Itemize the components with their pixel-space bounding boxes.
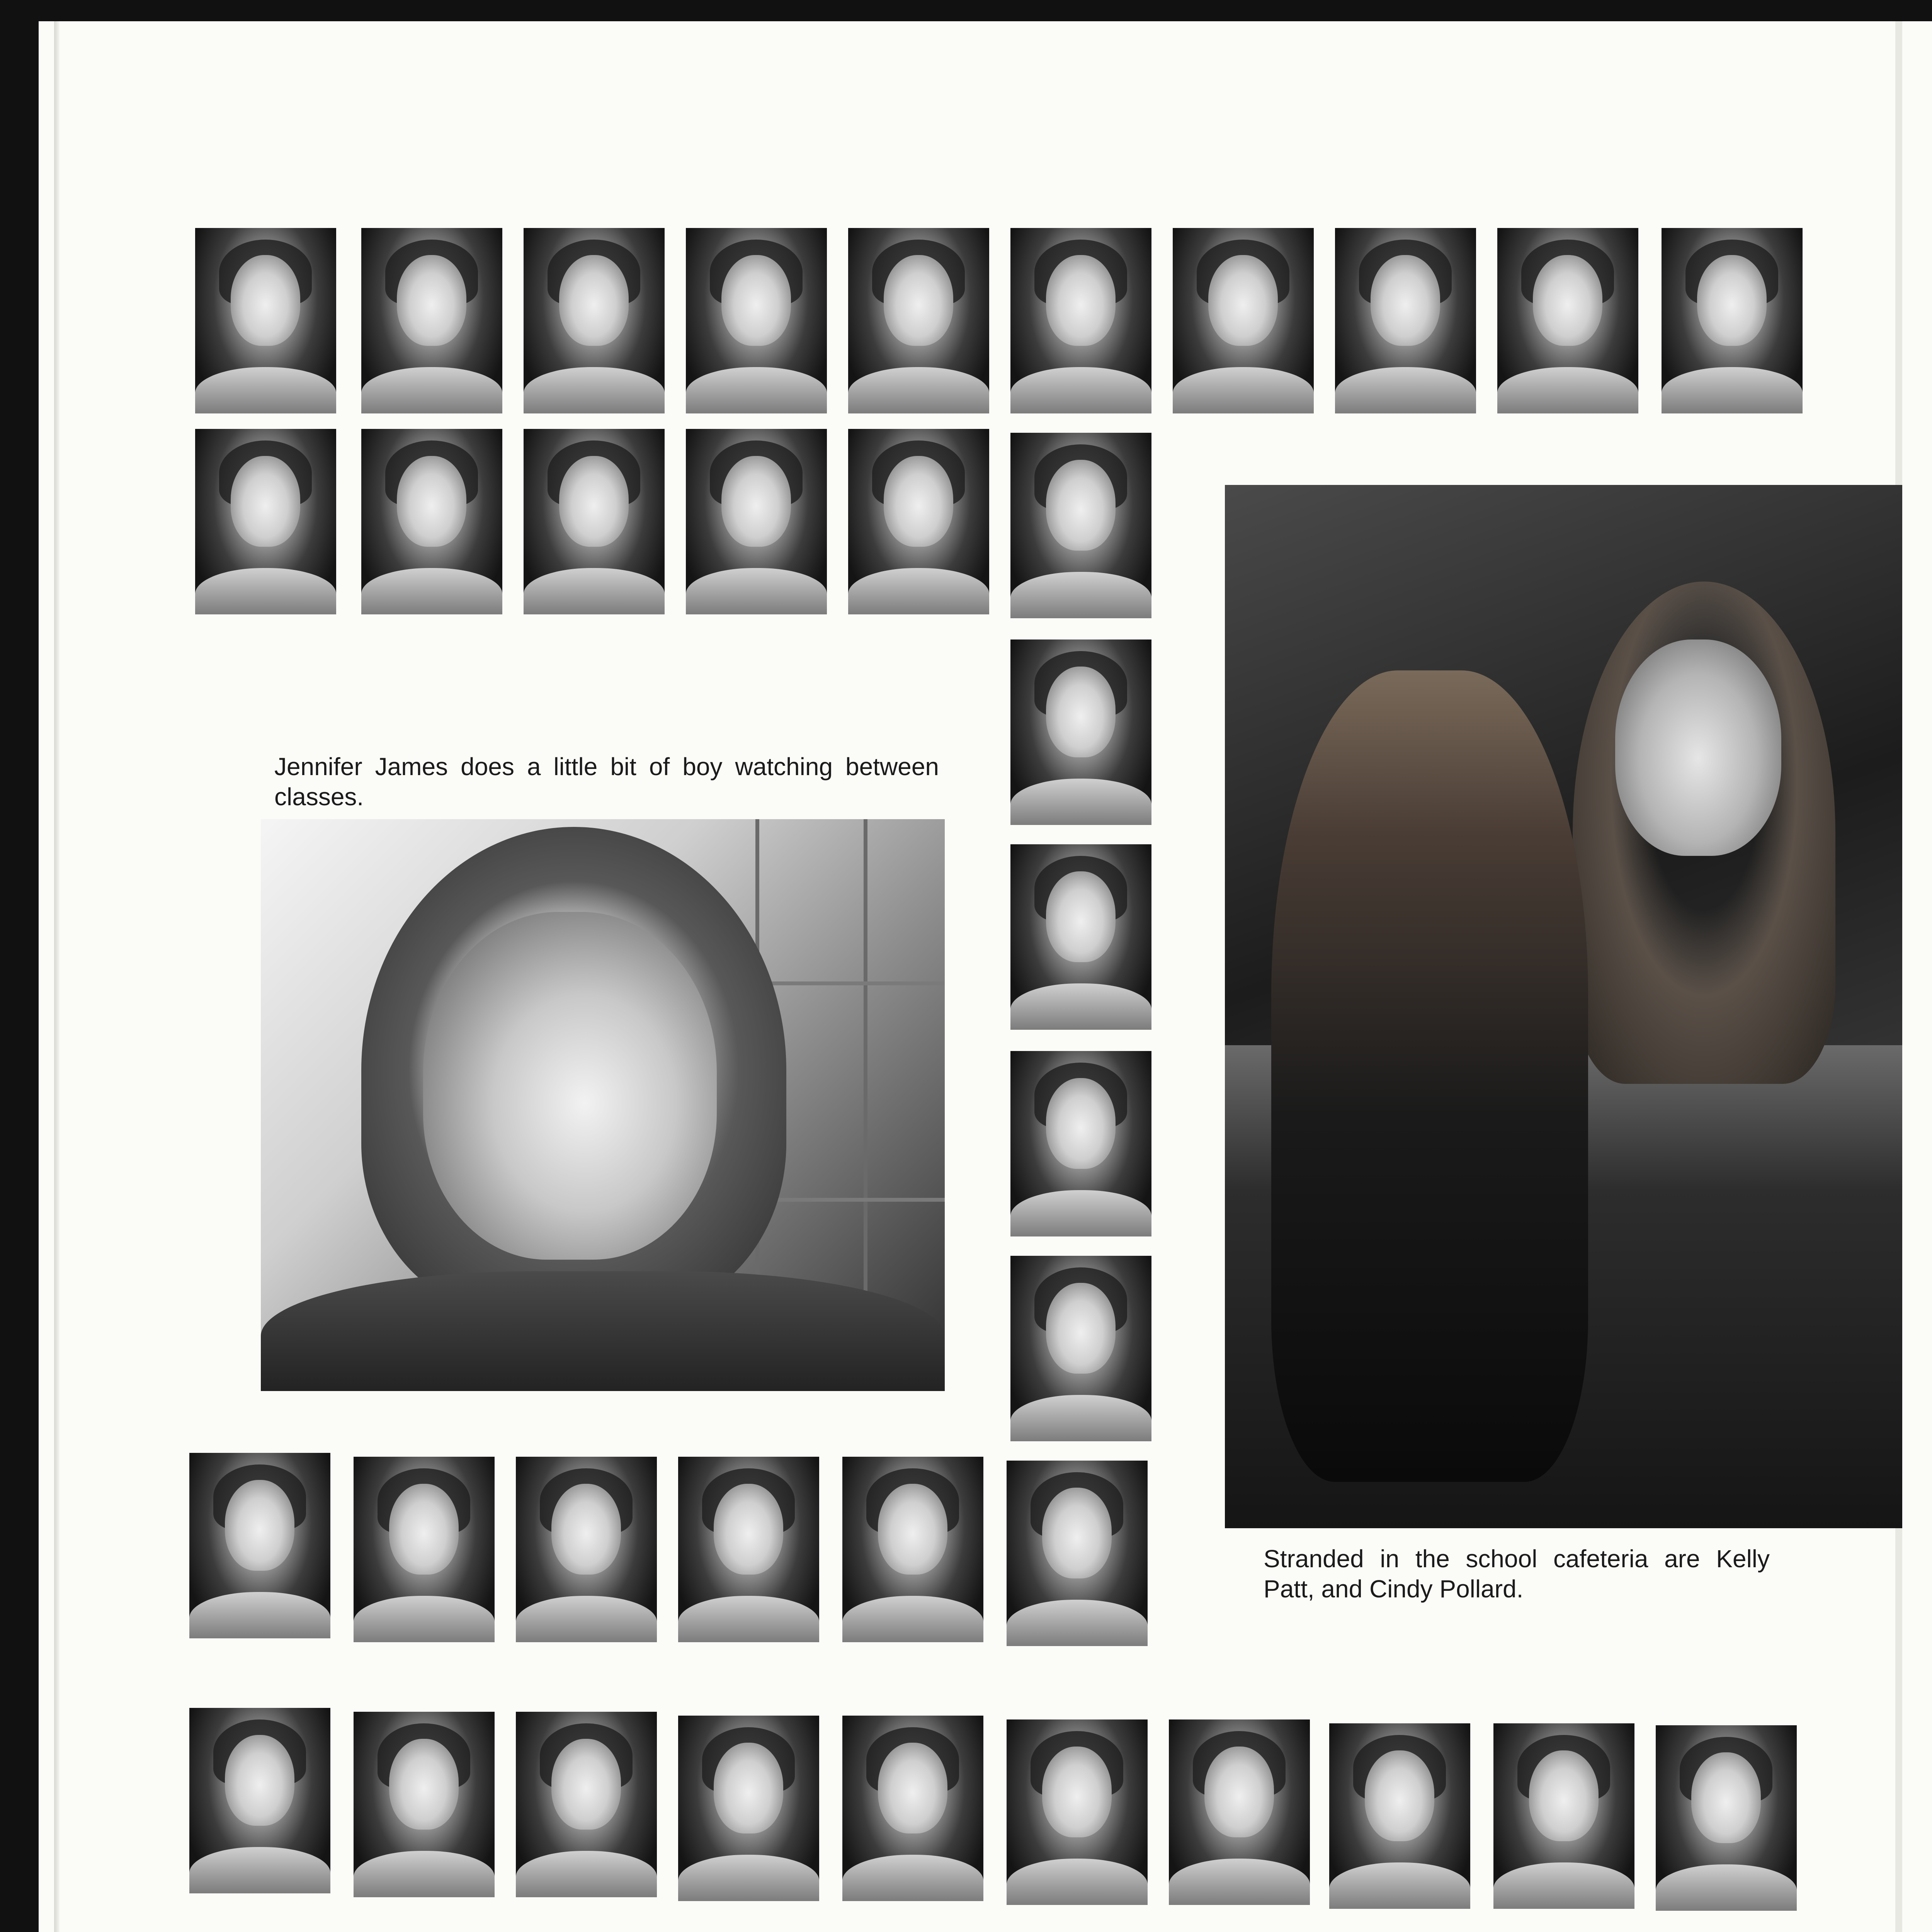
portrait [1010,228,1151,413]
portrait [1493,1723,1634,1909]
portrait [524,228,665,413]
portrait [1335,228,1476,413]
portrait [516,1712,657,1897]
portrait [1007,1719,1148,1905]
portrait [1010,844,1151,1030]
portrait [1656,1725,1797,1911]
portrait [1010,433,1151,618]
portrait [848,429,989,614]
portrait [354,1712,495,1897]
photo-caption-cafeteria: Stranded in the school cafeteria are Kelly Patt, and Cindy Pollard. [1264,1545,1770,1603]
portrait [1662,228,1803,413]
portrait [848,228,989,413]
portrait [1010,1051,1151,1236]
portrait [1329,1723,1470,1909]
binding-edge [54,21,60,1932]
portrait [195,429,336,614]
portrait [189,1708,330,1893]
portrait [516,1457,657,1642]
portrait [1169,1719,1310,1905]
portrait [842,1716,983,1901]
portrait [361,429,502,614]
photo-caption-jennifer: Jennifer James does a little bit of boy watching between classes. [274,753,939,811]
portrait [842,1457,983,1642]
portrait [1173,228,1314,413]
candid-photo-jennifer [261,819,945,1391]
portrait [524,429,665,614]
portrait [678,1716,819,1901]
candid-photo-cafeteria [1225,485,1902,1528]
portrait [189,1453,330,1638]
portrait [686,429,827,614]
portrait [686,228,827,413]
portrait [1497,228,1638,413]
portrait [195,228,336,413]
portrait [354,1457,495,1642]
portrait [1010,639,1151,825]
portrait [678,1457,819,1642]
portrait [1007,1461,1148,1646]
portrait [1010,1256,1151,1441]
portrait [361,228,502,413]
